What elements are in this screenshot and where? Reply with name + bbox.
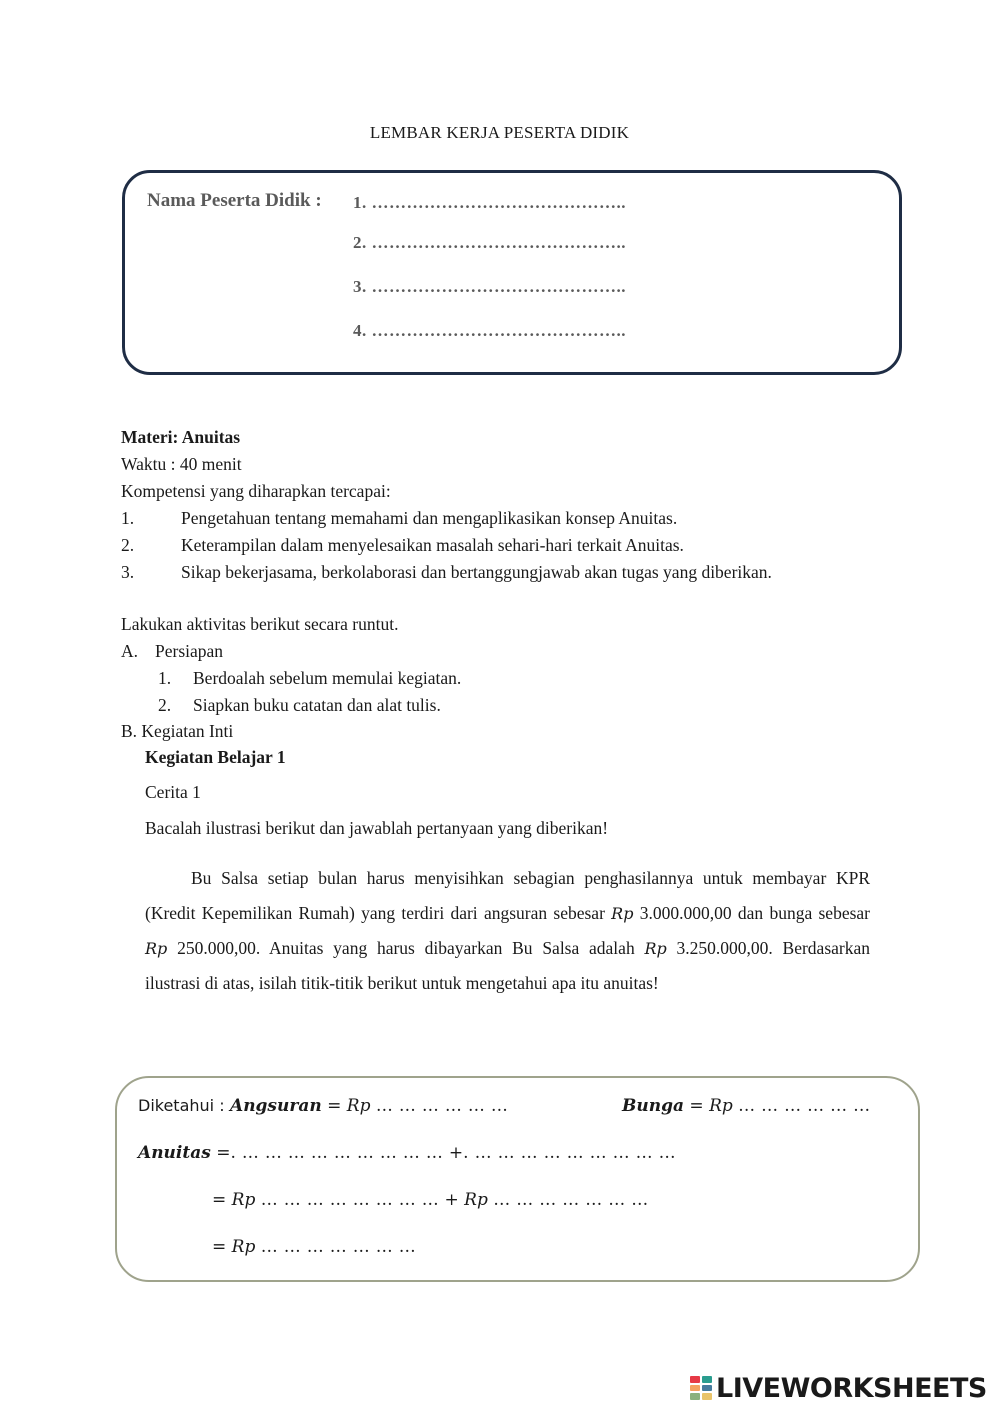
liveworksheets-logo-text: LIVEWORKSHEETS xyxy=(716,1372,987,1404)
persiapan-num-2: 2. xyxy=(158,695,172,715)
persiapan-item-1: Berdoalah sebelum memulai kegiatan. xyxy=(193,668,462,688)
student-names-label: Nama Peserta Didik : xyxy=(147,190,322,211)
liveworksheets-logo xyxy=(690,1370,987,1406)
diketahui-label: Diketahui : xyxy=(138,1096,225,1115)
answer-row-1-bunga: Bunga = Rp … … … … … … xyxy=(622,1096,871,1116)
anuitas-value-blank-1[interactable]: … … … … … … … … xyxy=(260,1190,440,1210)
student-name-line-1[interactable]: 1. …………………………………….. xyxy=(353,193,626,212)
page-title: LEMBAR KERJA PESERTA DIDIK xyxy=(369,123,630,142)
bunga-blank[interactable]: … … … … … … xyxy=(738,1096,871,1116)
kompetensi-heading: Kompetensi yang diharapkan tercapai: xyxy=(121,481,391,501)
kompetensi-num-2: 2. xyxy=(121,535,135,555)
logo-square xyxy=(690,1393,700,1400)
answer-row-4: = Rp … … … … … … … xyxy=(212,1237,417,1257)
logo-square xyxy=(702,1376,712,1383)
student-name-line-2[interactable]: 2. …………………………………….. xyxy=(353,233,626,252)
cerita-instruction: Bacalah ilustrasi berikut dan jawablah pertanyaan yang diberikan! xyxy=(145,818,609,838)
answer-row-3: = Rp … … … … … … … … + Rp … … … … … … … xyxy=(212,1190,649,1210)
bunga-label: Bunga xyxy=(622,1096,684,1116)
answer-row-1: Diketahui : Angsuran = Rp … … … … … … xyxy=(138,1096,509,1116)
student-name-line-3[interactable]: 3. …………………………………….. xyxy=(353,277,626,296)
kompetensi-num-3: 3. xyxy=(121,562,135,582)
anuitas-blank-1[interactable]: . … … … … … … … … … xyxy=(230,1143,449,1163)
kompetensi-item-1: Pengetahuan tentang memahami dan mengaplikasikan konsep Anuitas. xyxy=(181,508,678,528)
section-a-label: A. xyxy=(121,641,139,661)
persiapan-num-1: 1. xyxy=(158,668,172,688)
instruction-text: Lakukan aktivitas berikut secara runtut. xyxy=(121,614,399,634)
section-a-title: Persiapan xyxy=(155,641,224,661)
angsuran-blank[interactable]: … … … … … … xyxy=(375,1096,509,1116)
anuitas-label: Anuitas xyxy=(138,1143,211,1163)
section-b-title: B. Kegiatan Inti xyxy=(121,721,234,741)
materi-heading: Materi: Anuitas xyxy=(121,427,241,447)
anuitas-value-blank-2[interactable]: … … … … … … … xyxy=(493,1190,649,1210)
anuitas-blank-2[interactable]: . … … … … … … … … … xyxy=(463,1143,676,1163)
student-name-line-4[interactable]: 4. …………………………………….. xyxy=(353,321,626,340)
kompetensi-num-1: 1. xyxy=(121,508,135,528)
logo-square xyxy=(690,1385,700,1392)
kegiatan-title: Kegiatan Belajar 1 xyxy=(145,747,286,767)
liveworksheets-logo-icon xyxy=(690,1376,712,1400)
logo-square xyxy=(690,1376,700,1383)
anuitas-total-blank[interactable]: … … … … … … … xyxy=(260,1237,417,1257)
kompetensi-item-3: Sikap bekerjasama, berkolaborasi dan bertanggungjawab akan tugas yang diberikan. xyxy=(181,562,772,582)
angsuran-label: Angsuran xyxy=(230,1096,322,1116)
kompetensi-item-2: Keterampilan dalam menyelesaikan masalah sehari-hari terkait Anuitas. xyxy=(181,535,684,555)
answer-row-2: Anuitas =. … … … … … … … … … +. … … … … … … … … … xyxy=(138,1143,676,1163)
logo-square xyxy=(702,1393,712,1400)
persiapan-item-2: Siapkan buku catatan dan alat tulis. xyxy=(193,695,441,715)
cerita-label: Cerita 1 xyxy=(145,782,201,802)
logo-square xyxy=(702,1385,712,1392)
story-paragraph: Bu Salsa setiap bulan harus menyisihkan sebagian penghasilannya untuk membayar KPR (Kredit Kepemilikan Rumah) yang terdiri dari angsuran sebesar Rp 3.000.000,00 dan bunga sebesar Rp 250.000,00. Anuitas yang harus dibayarkan Bu Salsa adalah Rp 3.250.000,00. Berdasarkan ilustrasi di atas, isilah titik-titik berikut untuk mengetahui apa itu anuitas! xyxy=(145,868,871,993)
waktu-text: Waktu : 40 menit xyxy=(121,454,242,474)
